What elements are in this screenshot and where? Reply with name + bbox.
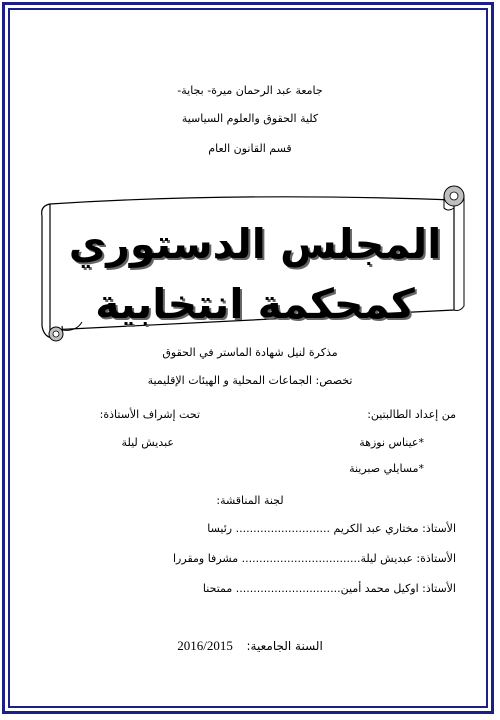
student-name: *عيناس نوزهة xyxy=(359,436,424,449)
committee-label: لجنة المناقشة: xyxy=(216,494,284,507)
university-name: جامعة عبد الرحمان ميرة- بجاية- xyxy=(177,84,323,97)
thesis-specialty: تخصص: الجماعات المحلية و الهيئات الإقليمية xyxy=(147,374,353,387)
student-name: *مسايلي صبرينة xyxy=(349,462,424,475)
thesis-title: المجلس الدستوري كمحكمة انتخابية xyxy=(68,220,442,328)
committee-member: الأستاذة: عبديش ليلة.................................. مشرفا ومقررا xyxy=(173,552,456,565)
supervisor-name: عبديش ليلة xyxy=(121,436,174,449)
committee-member: الأستاذ: مختاري عبد الكريم ........................... رئيسا xyxy=(207,522,456,535)
thesis-degree: مذكرة لنيل شهادة الماستر في الحقوق xyxy=(162,346,338,359)
supervisor-label: تحت إشراف الأستاذة: xyxy=(99,408,200,421)
students-label: من إعداد الطالبتين: xyxy=(367,408,456,421)
committee-member: الأستاذ: اوكيل محمد أمين.............................. ممتحنا xyxy=(202,582,456,595)
academic-year-value: 2016/2015 xyxy=(177,638,233,653)
faculty-name: كلية الحقوق والعلوم السياسية xyxy=(181,112,319,125)
academic-year-label: السنة الجامعية: xyxy=(246,639,323,653)
department-name: قسم القانون العام xyxy=(208,142,292,155)
academic-year xyxy=(0,638,500,654)
